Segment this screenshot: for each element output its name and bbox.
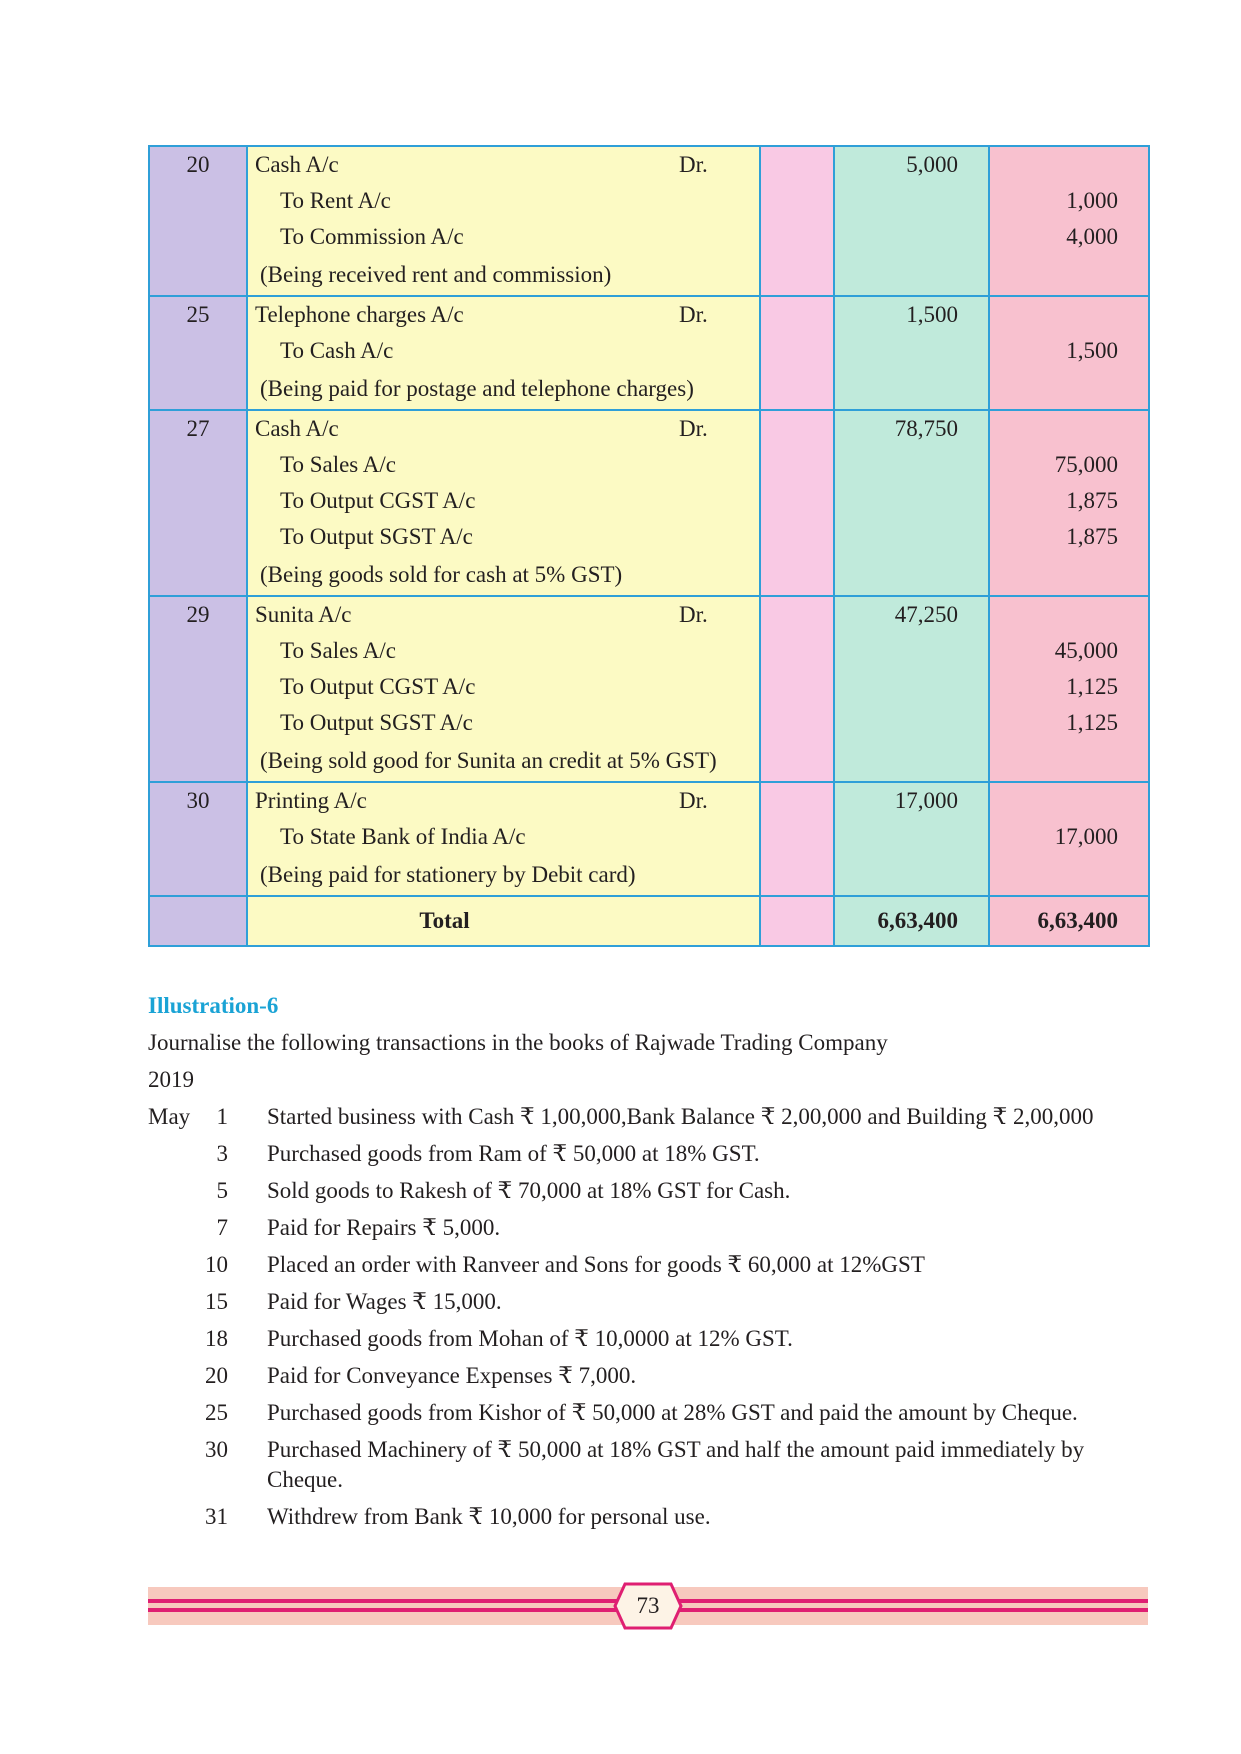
debit-line	[248, 297, 759, 333]
credit-amount: 45,000	[1054, 638, 1118, 663]
transaction-text: Purchased goods from Mohan of ₹ 10,0000 at 12% GST.	[267, 1326, 793, 1351]
credit-amount-cell	[989, 296, 1149, 410]
particulars-cell	[247, 410, 760, 596]
transaction-item	[148, 1139, 1148, 1169]
credit-amount: 4,000	[1066, 224, 1118, 249]
total-debit: 6,63,400	[877, 908, 958, 933]
debit-account: Printing A/c	[255, 788, 367, 813]
total-debit-cell	[834, 896, 989, 946]
transaction-item	[148, 1250, 1148, 1280]
dr-label: Dr.	[679, 416, 708, 441]
transaction-text: Paid for Repairs ₹ 5,000.	[267, 1215, 501, 1240]
debit-line	[248, 597, 759, 633]
ledger-folio-cell	[760, 410, 834, 596]
transaction-item	[148, 1502, 1148, 1532]
narration: (Being paid for postage and telephone charges)	[260, 376, 694, 401]
illustration-year: 2019	[148, 1067, 194, 1092]
debit-account: Cash A/c	[255, 416, 339, 441]
entry-date: 30	[186, 788, 210, 813]
credit-account: To Sales A/c	[280, 638, 396, 663]
credit-account: To Output SGST A/c	[280, 524, 473, 549]
debit-amount-cell	[834, 782, 989, 896]
transaction-text: Started business with Cash ₹ 1,00,000,Bank Balance ₹ 2,00,000 and Building ₹ 2,00,000	[267, 1104, 1094, 1129]
credit-account: To Rent A/c	[280, 188, 391, 213]
transaction-item	[148, 1324, 1148, 1354]
narration: (Being goods sold for cash at 5% GST)	[260, 562, 623, 587]
debit-amount-cell	[834, 296, 989, 410]
narration: (Being sold good for Sunita an credit at 5% GST)	[260, 748, 717, 773]
date-cell	[149, 782, 247, 896]
credit-amount-cell	[989, 782, 1149, 896]
particulars-cell	[247, 782, 760, 896]
journal-entry-row	[149, 146, 1149, 296]
total-label: Total	[419, 908, 470, 933]
journal-table	[148, 145, 1150, 947]
transaction-text: Paid for Wages ₹ 15,000.	[267, 1289, 502, 1314]
transaction-text: Sold goods to Rakesh of ₹ 70,000 at 18% GST for Cash.	[267, 1178, 791, 1203]
total-label-cell	[247, 896, 760, 946]
credit-amount: 1,125	[1066, 674, 1118, 699]
illustration-intro: Journalise the following transactions in the books of Rajwade Trading Company	[148, 1030, 888, 1055]
transaction-month: May	[148, 1104, 191, 1129]
credit-amount: 75,000	[1054, 452, 1118, 477]
credit-amount: 1,500	[1066, 338, 1118, 363]
debit-account: Cash A/c	[255, 152, 339, 177]
debit-account: Sunita A/c	[255, 602, 352, 627]
debit-line	[248, 147, 759, 183]
transaction-day: 7	[216, 1215, 228, 1240]
total-credit: 6,63,400	[1037, 908, 1118, 933]
credit-account: To Output SGST A/c	[280, 710, 473, 735]
date-cell	[149, 146, 247, 296]
credit-spacer	[990, 297, 1148, 333]
page-number-badge	[613, 1580, 683, 1632]
date-cell	[149, 410, 247, 596]
journal-entry-row	[149, 296, 1149, 410]
total-row	[149, 896, 1149, 946]
transaction-item	[148, 1176, 1148, 1206]
transaction-item	[148, 1287, 1148, 1317]
credit-amount: 1,875	[1066, 524, 1118, 549]
transaction-text: Paid for Conveyance Expenses ₹ 7,000.	[267, 1363, 637, 1388]
credit-account: To Cash A/c	[280, 338, 394, 363]
credit-amount-cell	[989, 596, 1149, 782]
journal-entry-row	[149, 596, 1149, 782]
transaction-list	[148, 1102, 1148, 1539]
journal-entry-row	[149, 410, 1149, 596]
transaction-day: 15	[205, 1289, 228, 1314]
transaction-day: 1	[216, 1104, 228, 1129]
credit-spacer	[990, 597, 1148, 633]
dr-label: Dr.	[679, 788, 708, 813]
credit-amount: 1,125	[1066, 710, 1118, 735]
debit-line	[248, 783, 759, 819]
credit-spacer	[990, 783, 1148, 819]
transaction-day: 5	[216, 1178, 228, 1203]
transaction-text: Withdrew from Bank ₹ 10,000 for personal use.	[267, 1504, 711, 1529]
page-number: 73	[636, 1593, 660, 1618]
credit-account: To Sales A/c	[280, 452, 396, 477]
illustration-title: Illustration-6	[148, 993, 279, 1018]
date-cell	[149, 296, 247, 410]
credit-amount: 1,000	[1066, 188, 1118, 213]
debit-account: Telephone charges A/c	[255, 302, 464, 327]
debit-amount-cell	[834, 596, 989, 782]
entry-date: 29	[186, 602, 210, 627]
total-date-cell	[149, 896, 247, 946]
ledger-folio-cell	[760, 146, 834, 296]
credit-account: To Commission A/c	[280, 224, 464, 249]
debit-amount-cell	[834, 410, 989, 596]
debit-amount: 78,750	[894, 416, 958, 441]
transaction-day: 3	[216, 1141, 228, 1166]
debit-amount: 47,250	[894, 602, 958, 627]
transaction-day: 20	[205, 1363, 228, 1388]
transaction-text: Purchased goods from Kishor of ₹ 50,000 at 28% GST and paid the amount by Cheque.	[267, 1400, 1078, 1425]
total-lf-cell	[760, 896, 834, 946]
journal-entry-row	[149, 782, 1149, 896]
total-credit-cell	[989, 896, 1149, 946]
dr-label: Dr.	[679, 152, 708, 177]
debit-line	[248, 411, 759, 447]
credit-amount: 17,000	[1054, 824, 1118, 849]
transaction-day: 10	[205, 1252, 228, 1277]
debit-amount: 5,000	[906, 152, 958, 177]
transaction-item	[148, 1435, 1148, 1495]
transaction-item	[148, 1213, 1148, 1243]
credit-account: To Output CGST A/c	[280, 674, 476, 699]
particulars-cell	[247, 296, 760, 410]
transaction-item	[148, 1102, 1148, 1132]
transaction-item	[148, 1361, 1148, 1391]
ledger-folio-cell	[760, 296, 834, 410]
credit-spacer	[990, 411, 1148, 447]
transaction-day: 18	[205, 1326, 228, 1351]
entry-date: 20	[186, 152, 210, 177]
transaction-text: Purchased goods from Ram of ₹ 50,000 at 18% GST.	[267, 1141, 760, 1166]
credit-amount-cell	[989, 146, 1149, 296]
debit-amount-cell	[834, 146, 989, 296]
credit-account: To Output CGST A/c	[280, 488, 476, 513]
transaction-day: 31	[205, 1504, 228, 1529]
narration: (Being paid for stationery by Debit card)	[260, 862, 636, 887]
page-footer	[148, 1587, 1148, 1625]
ledger-folio-cell	[760, 596, 834, 782]
dr-label: Dr.	[679, 602, 708, 627]
particulars-cell	[247, 596, 760, 782]
transaction-text: Purchased Machinery of ₹ 50,000 at 18% GST and half the amount paid immediately by Cheque.	[267, 1437, 1085, 1492]
dr-label: Dr.	[679, 302, 708, 327]
debit-amount: 1,500	[906, 302, 958, 327]
credit-amount-cell	[989, 410, 1149, 596]
entry-date: 27	[186, 416, 210, 441]
entry-date: 25	[186, 302, 210, 327]
ledger-folio-cell	[760, 782, 834, 896]
transaction-day: 30	[205, 1437, 228, 1462]
credit-amount: 1,875	[1066, 488, 1118, 513]
transaction-day: 25	[205, 1400, 228, 1425]
narration: (Being received rent and commission)	[260, 262, 612, 287]
credit-account: To State Bank of India A/c	[280, 824, 526, 849]
transaction-text: Placed an order with Ranveer and Sons for goods ₹ 60,000 at 12%GST	[267, 1252, 925, 1277]
date-cell	[149, 596, 247, 782]
journal-body	[149, 146, 1149, 946]
credit-spacer	[990, 147, 1148, 183]
particulars-cell	[247, 146, 760, 296]
transaction-item	[148, 1398, 1148, 1428]
debit-amount: 17,000	[894, 788, 958, 813]
